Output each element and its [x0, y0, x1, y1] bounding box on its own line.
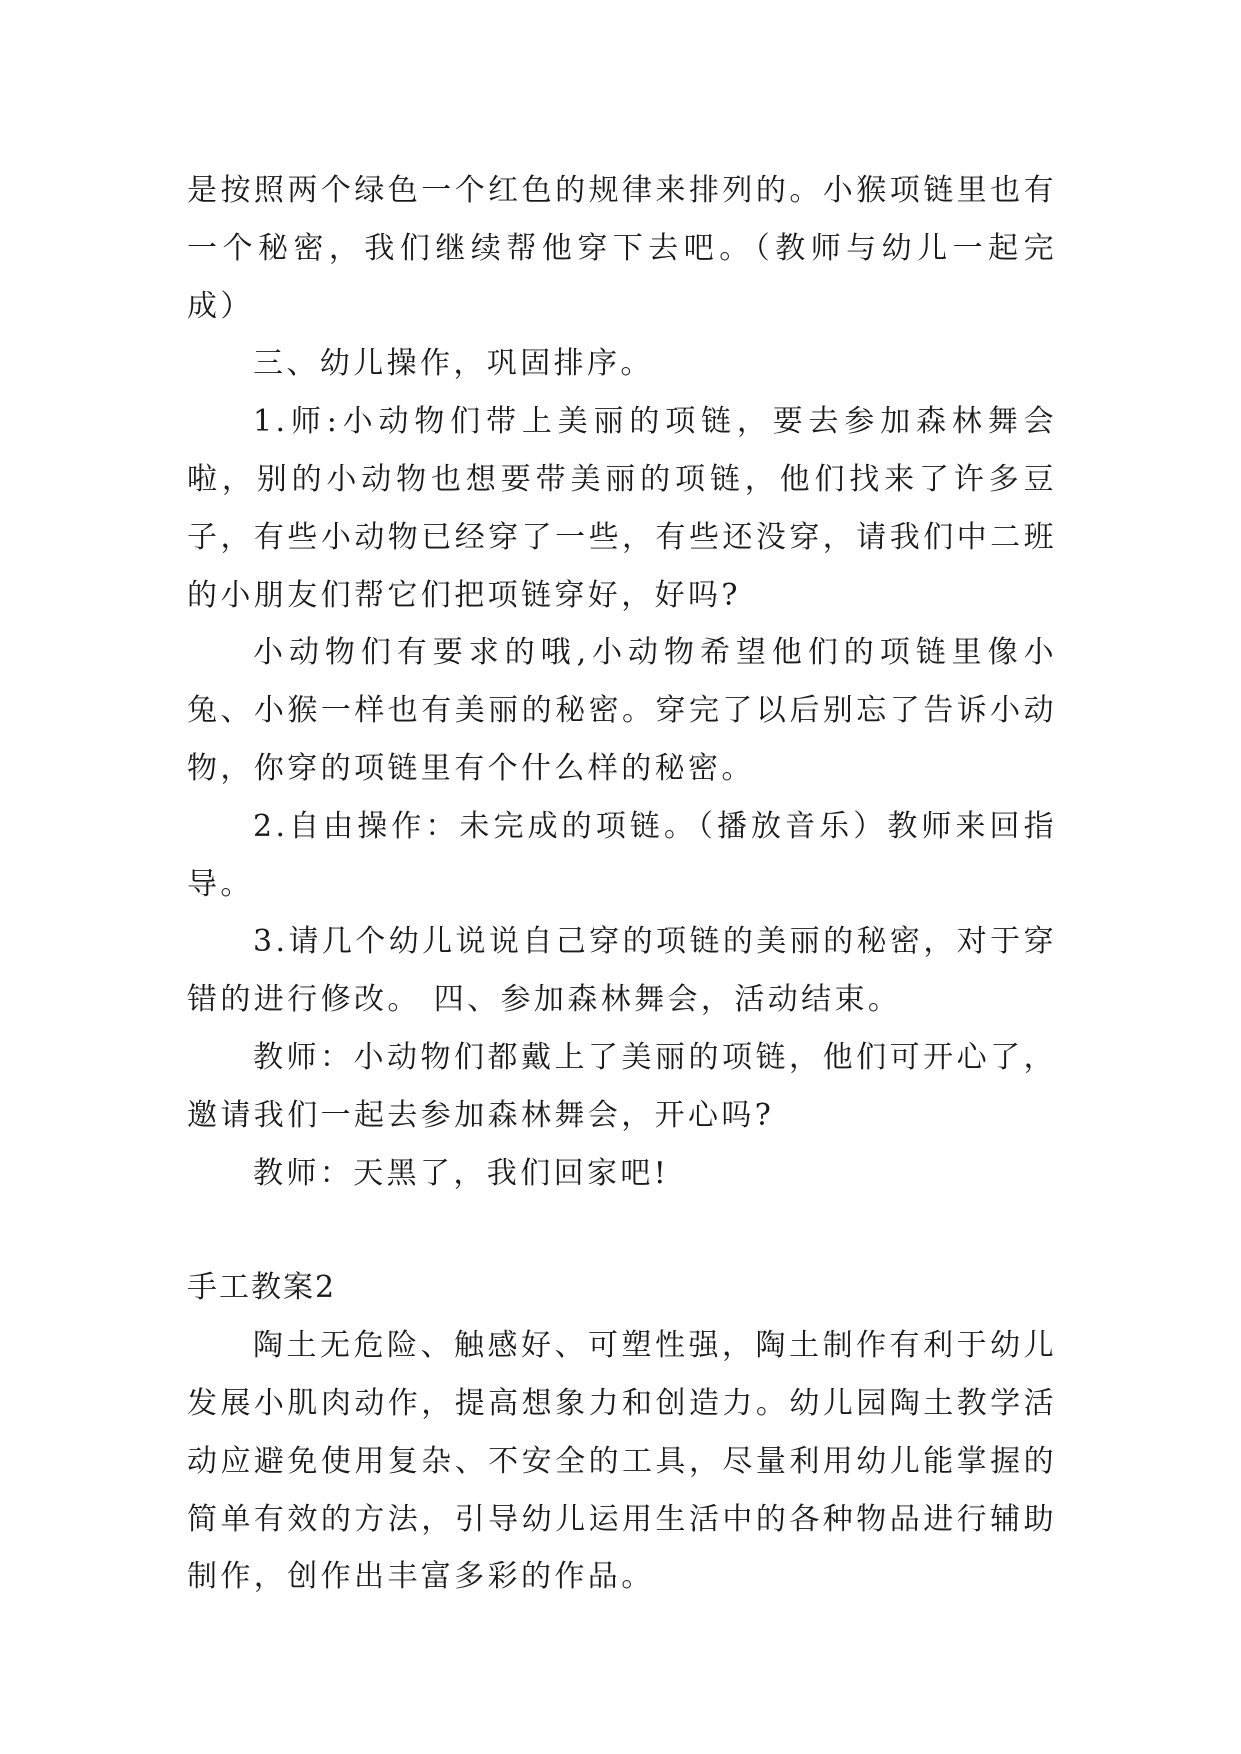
- document-body: [187, 162, 1057, 1606]
- paragraph-4: 小动物们有要求的哦,小动物希望他们的项链里像小兔、小猴一样也有美丽的秘密。穿完了以后别忘了告诉小动物，你穿的项链里有个什么样的秘密。: [187, 635, 1057, 786]
- paragraph-6: 3.请几个幼儿说说自己穿的项链的美丽的秘密，对于穿错的进行修改。 四、参加森林舞会，活动结束。: [187, 924, 1057, 1018]
- paragraph-9: 陶土无危险、触感好、可塑性强，陶土制作有利于幼儿发展小肌肉动作，提高想象力和创造力。幼儿园陶土教学活动应避免使用复杂、不安全的工具，尽量利用幼儿能掌握的简单有效的方法，引导幼儿运用生活中的各种物品进行辅助制作，创作出丰富多彩的作品。: [187, 1328, 1057, 1595]
- paragraph-3: 1.师:小动物们带上美丽的项链，要去参加森林舞会啦，别的小动物也想要带美丽的项链，他们找来了许多豆子，有些小动物已经穿了一些，有些还没穿，请我们中二班的小朋友们帮它们把项链穿好，好吗?: [187, 404, 1057, 613]
- paragraph-7: 教师：小动物们都戴上了美丽的项链，他们可开心了，邀请我们一起去参加森林舞会，开心吗?: [187, 1039, 1057, 1133]
- section-gap: [187, 1202, 1057, 1259]
- paragraph-1: 是按照两个绿色一个红色的规律来排列的。小猴项链里也有一个秘密，我们继续帮他穿下去吧。（教师与幼儿一起完成）: [187, 173, 1057, 324]
- section-title: 手工教案2: [187, 1270, 337, 1306]
- paragraph-5: 2.自由操作：未完成的项链。（播放音乐）教师来回指导。: [187, 808, 1057, 902]
- paragraph-2: 三、幼儿操作，巩固排序。: [253, 346, 654, 382]
- paragraph-8: 教师：天黑了，我们回家吧!: [253, 1155, 670, 1191]
